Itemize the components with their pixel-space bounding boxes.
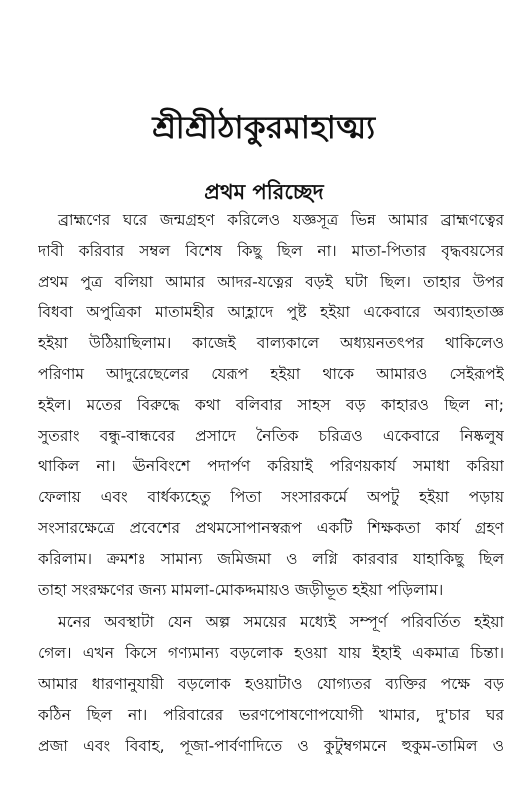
text-line: সুতরাং বন্ধু-বান্ধবের প্রসাদে নৈতিক চরিত্রও একেবারে নিষ্কলুষ	[38, 426, 504, 445]
text-line: তাহা সংরক্ষণের জন্য মামলা-মোকদ্দমায়ও জড়ীভূত হইয়া পড়িলাম।	[38, 580, 444, 599]
text-line: ফেলায় এবং বার্ধক্যহেতু পিতা সংসারকর্মে অপটু হইয়া পড়ায়	[38, 488, 504, 507]
body-text	[38, 205, 504, 761]
text-line: দাবী করিবার সম্বল বিশেষ কিছু ছিল না। মাতা-পিতার বৃদ্ধবয়সের	[38, 241, 504, 260]
text-line: প্রথম পুত্র বলিয়া আমার আদর-যত্নের বড়ই ঘটা ছিল। তাহার উপর	[38, 272, 504, 291]
book-title: শ্রীশ্রীঠাকুরমাহাত্ম্য	[152, 110, 376, 146]
paragraph-2	[38, 607, 504, 761]
text-line: ব্রাহ্মণের ঘরে জন্মগ্রহণ করিলেও যজ্ঞসূত্র ভিন্ন আমার ব্রাহ্মণত্বের	[58, 211, 504, 229]
text-line: বিধবা অপুত্রিকা মাতামহীর আহ্লাদে পুষ্ট হইয়া একেবারে অব্যাহতাজ্ঞ	[38, 303, 504, 322]
text-line: হইয়া উঠিয়াছিলাম। কাজেই বাল্যকালে অধ্যয়নতৎপর থাকিলেও	[38, 334, 504, 353]
text-line: মনের অবস্থাটা যেন অল্প সময়ের মধ্যেই সম্পূর্ণ পরিবর্তিত হইয়া	[58, 613, 504, 632]
text-line: প্রজা এবং বিবাহ, পূজা-পার্বণাদিতে ও কুটুম্বগমনে হুকুম-তামিল ও	[38, 736, 504, 755]
text-line: গেল। এখন কিসে গণ্যমান্য বড়লোক হওয়া যায় ইহাই একমাত্র চিন্তা।	[38, 644, 504, 663]
text-line: করিলাম। ক্রমশঃ সামান্য জমিজমা ও লগ্নি কারবার যাহাকিছু ছিল	[38, 549, 504, 568]
text-line: হইল। মতের বিরুদ্ধে কথা বলিবার সাহস বড় কাহারও ছিল না;	[38, 395, 504, 414]
text-line: আমার ধারণানুযায়ী বড়লোক হওয়াটাও যোগ্যতর ব্যক্তির পক্ষে বড়	[38, 674, 504, 693]
paragraph-1	[38, 205, 504, 605]
text-line: পরিণাম আদুরেছেলের যেরূপ হইয়া থাকে আমারও সেইরূপই	[38, 364, 504, 383]
chapter-heading: প্রথম পরিচ্ছেদ	[204, 180, 324, 204]
text-line: কঠিন ছিল না। পরিবারের ভরণপোষণোপযোগী খামার, দু'চার ঘর	[38, 705, 504, 724]
text-line: সংসারক্ষেত্রে প্রবেশের প্রথমসোপানস্বরূপ একটি শিক্ষকতা কার্য গ্রহণ	[38, 518, 504, 537]
text-line: থাকিল না। ঊনবিংশে পদার্পণ করিয়াই পরিণয়কার্য সমাধা করিয়া	[38, 457, 504, 476]
